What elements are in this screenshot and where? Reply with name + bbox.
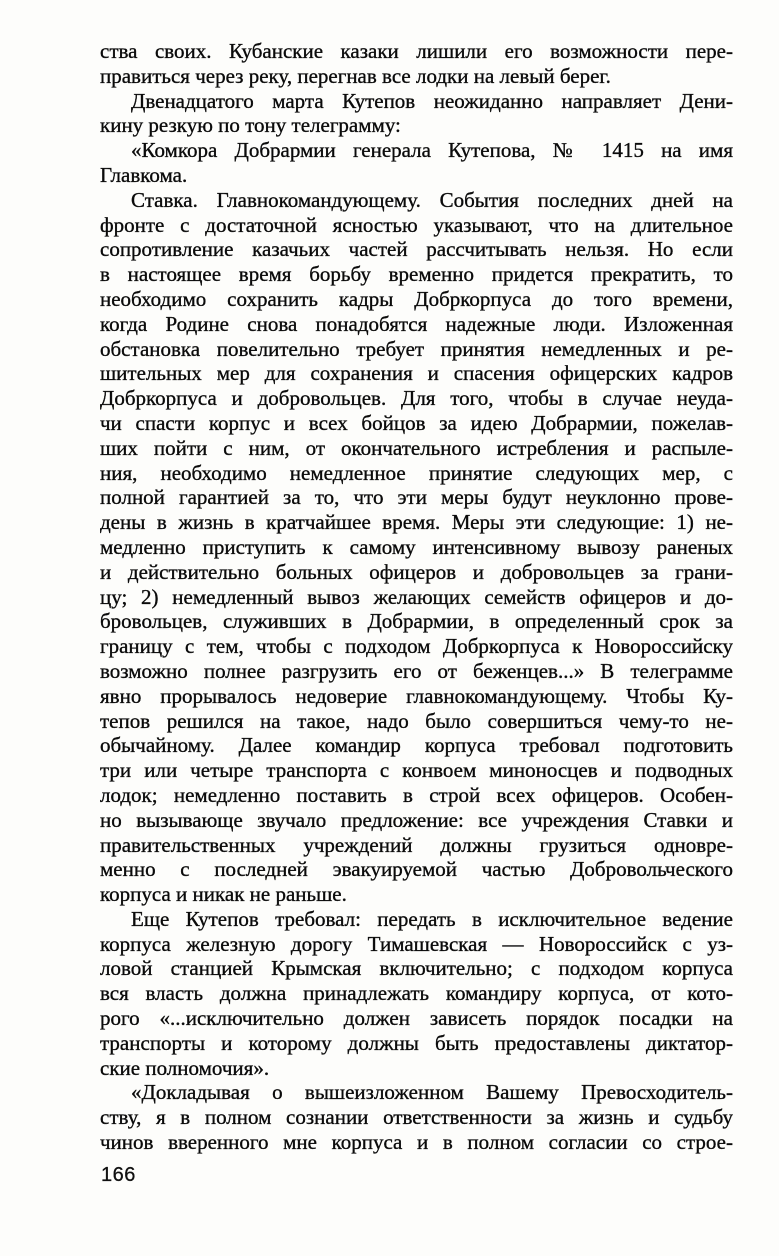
page-number: 166 xyxy=(101,1164,136,1186)
text-line: чи спасти корпус и всех бойцов за идею Добрармии, пожелав- xyxy=(100,410,733,435)
text-line: корпуса и никак не раньше. xyxy=(100,882,347,907)
text-line: когда Родине снова понадобятся надежные люди. Изложенная xyxy=(100,311,733,336)
text-line: ства своих. Кубанские казаки лишили его возможности пере- xyxy=(100,39,733,63)
text-line: необходимо сохранить кадры Добркорпуса до того времени, xyxy=(100,286,733,311)
text-line: тепов решился на такое, надо было совершиться чему-то не- xyxy=(100,708,733,733)
text-line: полной гарантией за то, что эти меры будут неуклонно прове- xyxy=(100,485,733,510)
text-line: Добркорпуса и добровольцев. Для того, чтобы в случае неуда- xyxy=(100,386,733,411)
text-line: ству, я в полном сознании ответственности за жизнь и судьбу xyxy=(100,1105,733,1130)
text-line: лодок; немедленно поставить в строй всех офицеров. Особен- xyxy=(100,782,733,807)
text-line: вся власть должна принадлежать командиру корпуса, от кото- xyxy=(100,981,733,1006)
text-line: возможно полнее разгрузить его от беженцев...» В телеграмме xyxy=(100,658,733,683)
text-line: правиться через реку, перегнав все лодки на левый берег. xyxy=(100,63,611,88)
text-line: но вызывающе звучало предложение: все учреждения Ставки и xyxy=(100,807,733,832)
text-line: «Докладывая о вышеизложенном Вашему Превосходитель- xyxy=(131,1080,733,1105)
text-line: обычайному. Далее командир корпуса требовал подготовить xyxy=(100,733,733,758)
text-line: транспорты и которому должны быть предоставлены диктатор- xyxy=(100,1030,733,1055)
text-line: ловой станцией Крымская включительно; с подходом корпуса xyxy=(100,956,733,981)
text-line: медленно приступить к самому интенсивному вывозу раненых xyxy=(100,534,733,559)
text-line: дены в жизнь в кратчайшее время. Меры эти следующие: 1) не- xyxy=(100,510,733,535)
text-line: бровольцев, служивших в Добрармии, в определенный срок за xyxy=(100,609,733,634)
text-line: менно с последней эвакуируемой частью Добровольческого xyxy=(100,857,733,882)
text-line: Двенадцатого марта Кутепов неожиданно направляет Дени- xyxy=(131,88,733,113)
text-line: ния, необходимо немедленное принятие следующих мер, с xyxy=(100,460,733,485)
text-line: в настоящее время борьбу временно придется прекратить, то xyxy=(100,262,733,287)
text-line: ших пойти с ним, от окончательного истребления и распыле- xyxy=(100,435,733,460)
text-line: фронте с достаточной ясностью указывают, что на длительное xyxy=(100,212,733,237)
text-line: границу с тем, чтобы с подходом Добркорпуса к Новороссийску xyxy=(100,634,733,659)
text-line: «Комкора Добрармии генерала Кутепова, № 1415 на имя xyxy=(131,138,733,163)
text-line: Главкома. xyxy=(100,162,188,187)
text-line: шительных мер для сохранения и спасения офицерских кадров xyxy=(100,361,733,386)
text-line: корпуса железную дорогу Тимашевская — Новороссийск с уз- xyxy=(100,931,733,956)
text-line: Еще Кутепов требовал: передать в исключительное ведение xyxy=(131,906,733,931)
text-line: ские полномочия». xyxy=(100,1055,270,1080)
text-line: явно прорывалось недоверие главнокомандующему. Чтобы Ку- xyxy=(100,683,733,708)
text-line: Ставка. Главнокомандующему. События последних дней на xyxy=(131,187,733,212)
text-line: правительственных учреждений должны грузиться одновре- xyxy=(100,832,733,857)
text-line: чинов вверенного мне корпуса и в полном согласии со строе- xyxy=(100,1130,733,1155)
text-line: и действительно больных офицеров и добровольцев за грани- xyxy=(100,559,733,584)
text-line: цу; 2) немедленный вывоз желающих семейств офицеров и до- xyxy=(100,584,733,609)
text-line: кину резкую по тону телеграмму: xyxy=(100,113,401,138)
text-line: обстановка повелительно требует принятия немедленных и ре- xyxy=(100,336,733,361)
text-line: рого «...исключительно должен зависеть порядок посадки на xyxy=(100,1006,733,1031)
text-line: сопротивление казачьих частей рассчитывать нельзя. Но если xyxy=(100,237,733,262)
text-line: три или четыре транспорта с конвоем миноносцев и подводных xyxy=(100,758,733,783)
body-text xyxy=(100,39,733,1155)
